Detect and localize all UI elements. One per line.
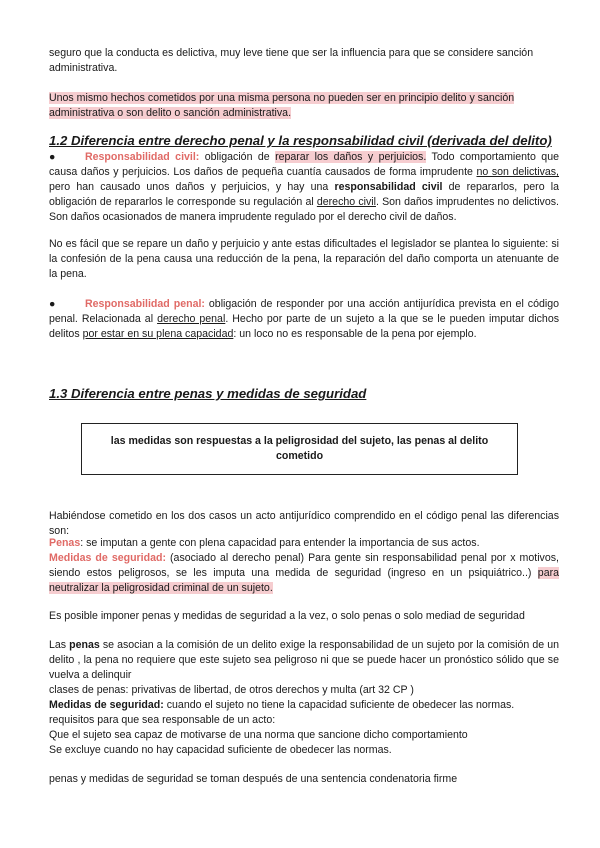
heading-1-2: 1.2 Diferencia entre derecho penal y la responsabilidad civil (derivada del delito)	[49, 133, 552, 148]
civil-text-5: . Son daños imprudentes no delictivos. Son daños ocasionados de manera imprudente regulado por el derecho civil de daños.	[49, 196, 559, 223]
penal-underline-2: por estar en su plena capacidad	[82, 328, 234, 340]
medidas-line-label: Medidas de seguridad:	[49, 699, 164, 711]
penas-para-bold: penas	[69, 639, 100, 651]
clases-penas: clases de penas: privativas de libertad, de otros derechos y multa (art 32 CP )	[49, 684, 414, 696]
label-penas: Penas	[49, 537, 81, 549]
medidas-highlight: para neutralizar la peligrosidad criminal de un sujeto.	[49, 567, 559, 594]
penas-para-text-1: Las	[49, 639, 70, 651]
penal-underline-1: derecho penal	[157, 313, 226, 325]
bullet-dot: ●	[49, 298, 56, 310]
requisito-1: Que el sujeto sea capaz de motivarse de una norma que sancione dicho comportamiento	[49, 729, 468, 741]
civil-text-3: pero han causado unos daños y perjuicios, y hay una	[49, 181, 335, 193]
medidas-def-text: (asociado al derecho penal) Para gente sin responsabilidad penal por x motivos, siendo estos peligrosos, se les imputa una medida de seguridad (ingreso en un psiquiátrico..)	[49, 552, 559, 579]
penal-text-2: . Hecho por parte de un sujeto a la que se le pueden imputar dichos delitos	[49, 313, 560, 340]
paragraph-sancion: seguro que la conducta es delictiva, muy leve tiene que ser la influencia para que se considere sanción administrativa.	[49, 47, 534, 74]
civil-underline-1: no son delictivas,	[476, 166, 560, 178]
requisito-2: Se excluye cuando no hay capacidad suficiente de obedecer las normas.	[49, 744, 392, 756]
definition-penas	[49, 536, 559, 551]
definition-medidas	[49, 551, 559, 596]
penal-text-1: obligación de responder por una acción antijurídica prevista en el código penal. Relacionada al	[49, 298, 559, 325]
heading-1-3: 1.3 Diferencia entre penas y medidas de seguridad	[49, 386, 367, 401]
paragraph-mismos-hechos	[49, 91, 559, 121]
label-responsabilidad-penal: Responsabilidad penal:	[85, 298, 205, 310]
label-responsabilidad-civil: Responsabilidad civil:	[85, 151, 200, 163]
requisitos: requisitos para que sea responsable de un acto:	[49, 714, 276, 726]
medidas-line-text: cuando el sujeto no tiene la capacidad suficiente de obedecer las normas.	[163, 699, 515, 711]
bullet-responsabilidad-civil	[49, 150, 559, 225]
civil-text-1: obligación de	[199, 151, 276, 163]
medidas-line	[49, 698, 559, 713]
callout-text: las medidas son respuestas a la peligrosidad del sujeto, las penas al delito cometido	[110, 435, 489, 462]
civil-underline-2: derecho civil	[316, 196, 376, 208]
bullet-dot: ●	[49, 151, 56, 163]
civil-bold: responsabilidad civil	[334, 181, 443, 193]
penal-text-3: : un loco no es responsable de la pena por ejemplo.	[233, 328, 477, 340]
paragraph-imponer: Es posible imponer penas y medidas de seguridad a la vez, o solo penas o solo mediad de seguridad	[49, 610, 525, 622]
civil-text-2: Todo comportamiento que causa daños y perjuicios. Los daños de pequeña cuantía causados de forma imprudente	[49, 151, 559, 178]
label-medidas: Medidas de seguridad:	[49, 552, 166, 564]
bullet-responsabilidad-penal	[49, 297, 559, 342]
paragraph-habiendose: Habiéndose cometido en los dos casos un acto antijurídico comprendido en el código penal las diferencias son:	[49, 510, 559, 537]
paragraph-reparacion: No es fácil que se repare un daño y perjuicio y ante estas dificultades el legislador se plantea lo siguiente: si la confesión de la pena causa una reducción de la pena, la reparación del daño comporta un atenuante de la pena.	[49, 238, 559, 280]
civil-text-4: de repararlos, pero la obligación de repararlos le corresponde su regulación al	[49, 181, 559, 208]
highlight-mismos-hechos: Unos mismo hechos cometidos por una misma persona no pueden ser en principio delito y sanción administrativa o son delito o sanción administrativa.	[49, 92, 515, 119]
paragraph-penas	[49, 638, 559, 683]
callout-box	[81, 423, 518, 475]
paragraph-final: penas y medidas de seguridad se toman después de una sentencia condenatoria firme	[49, 773, 458, 785]
penas-def-text: : se imputan a gente con plena capacidad para entender la importancia de sus actos.	[80, 537, 480, 549]
civil-highlight: reparar los daños y perjuicios.	[275, 151, 427, 163]
penas-para-text-2: se asocian a la comisión de un delito exige la responsabilidad de un sujeto por la comisión de un delito , la pena no requiere que este sujeto sea peligroso ni que se puede hacer un pronóstico sólido que se vuelva a delinquir	[49, 639, 560, 681]
